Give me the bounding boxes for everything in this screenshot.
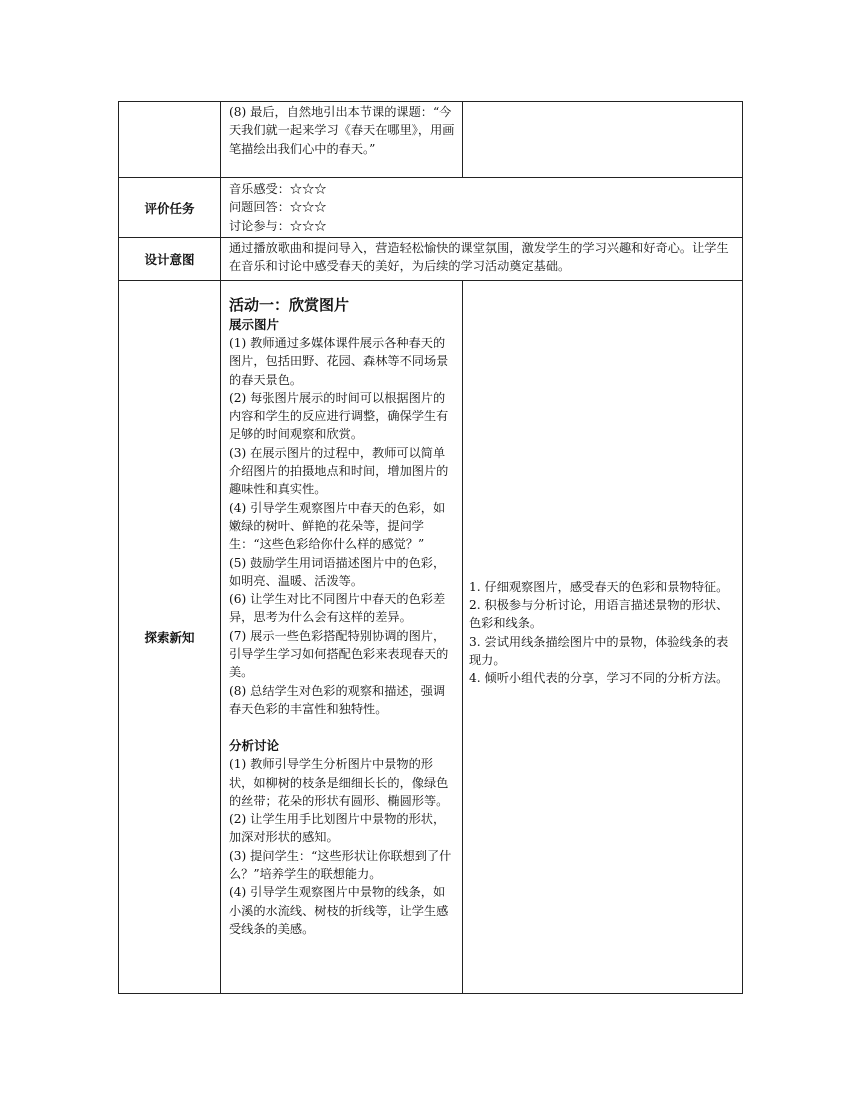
evaluation-row (119, 178, 743, 238)
student-activity-2: 2. 积极参与分析讨论，用语言描述景物的形状、色彩和线条。 (469, 597, 729, 631)
show-step-6: (6) 让学生对比不同图片中春天的色彩差异，思考为什么会有这样的差异。 (229, 592, 446, 625)
student-activity-1: 1. 仔细观察图片，感受春天的色彩和景物特征。 (469, 579, 729, 594)
intro-student-cell (463, 102, 743, 178)
intro-row (119, 102, 743, 178)
discuss-step-4: (4) 引导学生观察图片中景物的线条，如小溪的水流线、树枝的折线等，让学生感受线条的美感。 (229, 885, 449, 936)
discuss-step-1: (1) 教师引导学生分析图片中景物的形状，如柳树的枝条是细细长长的，像绿色的丝带；花朵的形状有圆形、椭圆形等。 (229, 757, 449, 808)
evaluation-item: 音乐感受：☆☆☆ (229, 182, 327, 196)
show-step-7: (7) 展示一些色彩搭配特别协调的图片，引导学生学习如何搭配色彩来表现春天的美。 (229, 628, 449, 680)
student-activity-4: 4. 倾听小组代表的分享，学习不同的分析方法。 (469, 671, 729, 686)
intro-label-cell (119, 102, 221, 178)
lesson-plan-table (118, 101, 743, 994)
section-title-show-pictures: 展示图片 (229, 317, 280, 332)
explore-row (119, 281, 743, 994)
show-step-2: (2) 每张图片展示的时间可以根据图片的内容和学生的反应进行调整，确保学生有足够的时间观察和欣赏。 (229, 390, 449, 442)
explore-student-cell (463, 281, 743, 994)
activity-title: 活动一：欣赏图片 (229, 296, 350, 314)
discuss-step-3: (3) 提问学生：“这些形状让你联想到了什么？”培养学生的联想能力。 (229, 848, 452, 882)
design-label: 设计意图 (119, 238, 221, 281)
show-step-4: (4) 引导学生观察图片中春天的色彩，如嫩绿的树叶、鲜艳的花朵等，提问学生：“这些色彩给你什么样的感觉？” (229, 500, 446, 552)
explore-label: 探索新知 (119, 281, 221, 994)
student-activity-3: 3. 尝试用线条描绘图片中的景物，体验线条的表现力。 (469, 634, 729, 667)
show-step-5: (5) 鼓励学生用词语描述图片中的色彩，如明亮、温暖、活泼等。 (229, 555, 446, 588)
evaluation-cell (221, 178, 743, 238)
intro-step-8: (8) 最后，自然地引出本节课的课题：“今天我们就一起来学习《春天在哪里》，用画笔描绘出我们心中的春天。” (229, 105, 455, 156)
explore-activity-cell (221, 281, 463, 994)
design-cell (221, 238, 743, 281)
design-row (119, 238, 743, 281)
show-step-3: (3) 在展示图片的过程中，教师可以简单介绍图片的拍摄地点和时间，增加图片的趣味性和真实性。 (229, 445, 449, 497)
show-step-8: (8) 总结学生对色彩的观察和描述，强调春天色彩的丰富性和独特性。 (229, 683, 446, 716)
design-text: 通过播放歌曲和提问导入，营造轻松愉快的课堂氛围，激发学生的学习兴趣和好奇心。让学生在音乐和讨论中感受春天的美好，为后续的学习活动奠定基础。 (229, 241, 729, 274)
show-step-1: (1) 教师通过多媒体课件展示各种春天的图片，包括田野、花园、森林等不同场景的春天景色。 (229, 336, 449, 387)
evaluation-item: 问题回答：☆☆☆ (229, 200, 327, 215)
evaluation-label: 评价任务 (119, 178, 221, 238)
section-title-discussion: 分析讨论 (229, 738, 280, 754)
discuss-step-2: (2) 让学生用手比划图片中景物的形状，加深对形状的感知。 (229, 812, 446, 845)
spacer (229, 718, 455, 736)
evaluation-item: 讨论参与：☆☆☆ (229, 218, 327, 233)
intro-activity-cell (221, 102, 463, 178)
